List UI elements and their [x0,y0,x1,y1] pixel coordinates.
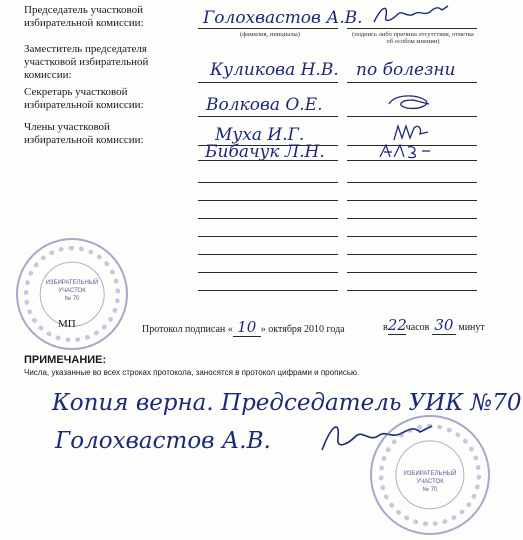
deputy-name: Куликова Н.В. [210,60,339,80]
member1-signature [392,122,432,144]
in-label: в [383,322,388,333]
secretary-signature [385,92,435,114]
hours-label: часов [405,322,430,333]
member2-name: Бибачук Л.Н. [205,142,325,162]
protocol-signed-line [142,318,345,337]
protocol-time-line [383,316,485,335]
certification-line2: Голохвастов А.В. [55,428,271,454]
stamp2-line3: № 70 [422,487,438,493]
protocol-day: 10 [233,318,261,337]
secretary-label: Секретарь участковой избирательной комиссии: [24,86,144,111]
certification-stamp [370,415,490,535]
commission-stamp [16,238,128,350]
protocol-minute: 30 [432,316,456,335]
note-text: Числа, указанные во всех строках протокола, заносятся в протокол цифрами и прописью. [24,368,360,377]
stamp-line2: УЧАСТОК [58,288,86,294]
name-caption: (фамилия, инициалы) [240,31,300,38]
chair-label: Председатель участковой избирательной комиссии: [24,4,144,29]
stamp-line3: № 70 [64,296,80,302]
chair-signature [372,2,452,28]
deputy-label: Заместитель председателя участковой избирательной комиссии: [24,43,149,81]
deputy-note: по болезни [356,60,456,80]
signature-caption: (подпись либо причина отсутствия, отметка об особом мнении) [352,31,474,45]
member2-signature [378,143,438,161]
note-heading: ПРИМЕЧАНИЕ: [24,354,107,366]
protocol-hour: 22 [387,316,407,334]
certification-line1: Копия верна. Председатель УИК №70 [52,390,522,416]
minutes-label: минут [458,322,485,333]
stamp-line1: ИЗБИРАТЕЛЬНЫЙ [45,280,99,286]
stamp2-line1: ИЗБИРАТЕЛЬНЫЙ [403,471,457,477]
protocol-signed-text: Протокол подписан « [142,324,233,335]
mp-label: МП [58,318,76,330]
commission-label: Члены участковой избирательной комиссии: [24,121,144,146]
secretary-name: Волкова О.Е. [206,95,323,115]
stamp2-line2: УЧАСТОК [416,479,444,485]
protocol-month-year: » октября 2010 года [260,324,345,335]
chair-name: Голохвастов А.В. [203,8,363,28]
member1-name: Муха И.Г. [215,125,305,145]
